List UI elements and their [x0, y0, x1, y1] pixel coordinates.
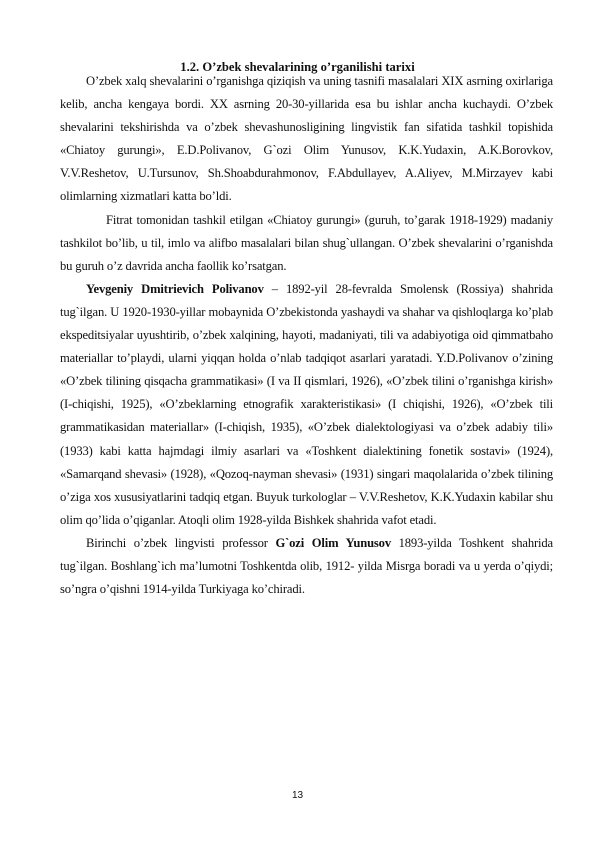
paragraph-4-text: 1893-yilda Toshkent shahrida tug`ilgan. Boshlang`ich ma’lumotni Toshkentda olib, 1912- yilda Misrga boradi va u yerda o’qiydi; so’ngra o’qishni 1914-yilda Turkiyaga ko’chiradi. — [60, 535, 553, 597]
body-text — [60, 70, 553, 601]
paragraph-2 — [60, 209, 553, 278]
person-name-yunusov: G`ozi Olim Yunusov — [275, 535, 391, 550]
section-heading: 1.2. O’zbek shevalarining o’rganilishi tarixi — [180, 60, 415, 74]
page-number: 13 — [291, 790, 304, 801]
paragraph-4 — [60, 532, 553, 601]
paragraph-3 — [60, 278, 553, 532]
paragraph-1 — [60, 70, 553, 209]
person-name-polivanov: Yevgeniy Dmitrievich Polivanov — [86, 281, 264, 296]
paragraph-1-text: O’zbek xalq shevalarini o’rganishga qiziqish va uning tasnifi masalalari XIX asrning oxirlariga kelib, ancha kengaya bordi. XX asrning 20-30-yillarida esa bu ishlar ancha kuchaydi. O’zbek shevalarini tekshirishda va o’zbek shevashunosligining lingvistik fan sifatida tashkil topishida «Chiatoy gurungi», E.D.Polivanov, G`ozi Olim Yunusov, K.K.Yudaxin, A.K.Borovkov, V.V.Reshetov, U.Tursunov, Sh.Shoabdurahmonov, F.Abdullayev, A.Aliyev, M.Mirzayev kabi olimlarning xizmatlari katta bo’ldi. — [60, 74, 553, 204]
paragraph-3-text: – 1892-yil 28-fevralda Smolensk (Rossiya) shahrida tug`ilgan. U 1920-1930-yillar mobaynida O’zbekistonda yashaydi va shahar va qishloqlarga ko’plab ekspeditsiyalar uyushtirib, o’zbek xalqining, hayoti, madaniyati, tili va adabiyotiga oid qimmatbaho materiallar to’playdi, ularni yiqqan holda o’nlab tadqiqot asarlari yaratadi. Y.D.Polivanov o’zining «O’zbek tilining qisqacha grammatikasi» (I va II qismlari, 1926), «O’zbek tilini o’rganishga kirish» (I-chiqishi, 1925), «O’zbeklarning etnografik xarakteristikasi» (I chiqishi, 1926), «O’zbek tili grammatikasidan materiallar» (I-chiqish, 1935), «O’zbek dialektologiyasi va o’zbek adabiy tili» (1933) kabi katta hajmdagi ilmiy asarlari va «Toshkent dialektining fonetik sostavi» (1924), «Samarqand shevasi» (1928), «Qozoq-nayman shevasi» (1931) singari maqolalarida o’zbek tilining o’ziga xos xususiyatlarini tadqiq etgan. Buyuk turkologlar – V.V.Reshetov, K.K.Yudaxin kabilar shu olim qo’lida o’qiganlar. Atoqli olim 1928-yilda Bishkek shahrida vafot etadi. — [60, 281, 553, 527]
paragraph-2-text: Fitrat tomonidan tashkil etilgan «Chiatoy gurungi» (guruh, to’garak 1918-1929) madaniy tashkilot bo’lib, u til, imlo va alifbo masalalari bilan shug`ullangan. O’zbek shevalarini o’rganishda bu guruh o’z davrida ancha faollik ko’rsatgan. — [60, 212, 553, 273]
paragraph-4-intro: Birinchi o’zbek lingvisti professor — [86, 535, 276, 550]
